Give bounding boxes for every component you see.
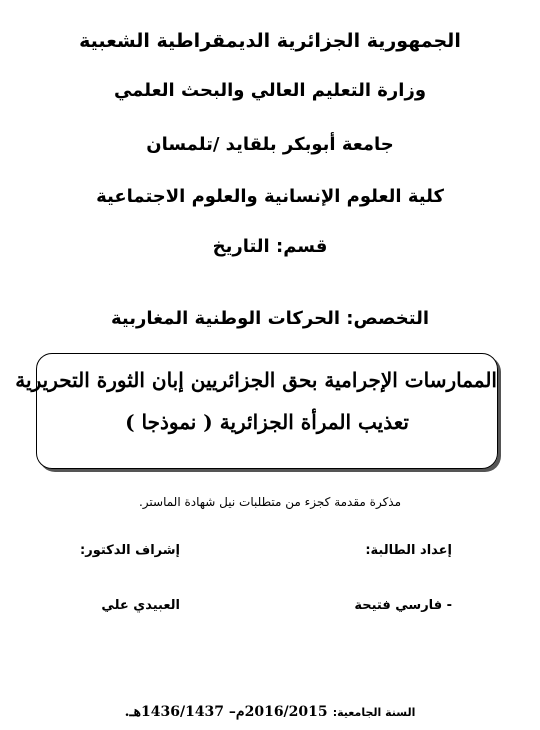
thesis-title-line1: الممارسات الإجرامية بحق الجزائريين إبان الثورة التحريرية bbox=[15, 368, 497, 392]
thesis-title-box bbox=[15, 353, 498, 469]
supervisor-label: إشراف الدكتور: bbox=[80, 543, 180, 558]
ministry-name: وزارة التعليم العالي والبحث العلمي bbox=[113, 80, 427, 101]
academic-year-value: 2016/2015م– 1436/1437هـ. bbox=[124, 704, 328, 720]
student-name: - فارسي فتيحة bbox=[354, 598, 452, 613]
university-name: جامعة أبوبكر بلقايد /تلمسان bbox=[146, 134, 394, 155]
thesis-note: مذكرة مقدمة كجزء من متطلبات نيل شهادة الماستر. bbox=[138, 495, 402, 509]
department-name: قسم: التاريخ bbox=[212, 236, 328, 257]
specialty-name: التخصص: الحركات الوطنية المغاربية bbox=[110, 308, 430, 329]
student-label: إعداد الطالبة: bbox=[365, 543, 452, 558]
thesis-title-line2: تعذيب المرأة الجزائرية ( نموذجا ) bbox=[125, 410, 409, 434]
supervisor-name: العبيدي علي bbox=[101, 598, 180, 613]
academic-year bbox=[0, 701, 540, 720]
faculty-name: كلية العلوم الإنسانية والعلوم الاجتماعية bbox=[96, 186, 444, 207]
republic-name: الجمهورية الجزائرية الديمقراطية الشعبية bbox=[79, 30, 461, 52]
academic-year-label: السنة الجامعية: bbox=[332, 706, 416, 719]
